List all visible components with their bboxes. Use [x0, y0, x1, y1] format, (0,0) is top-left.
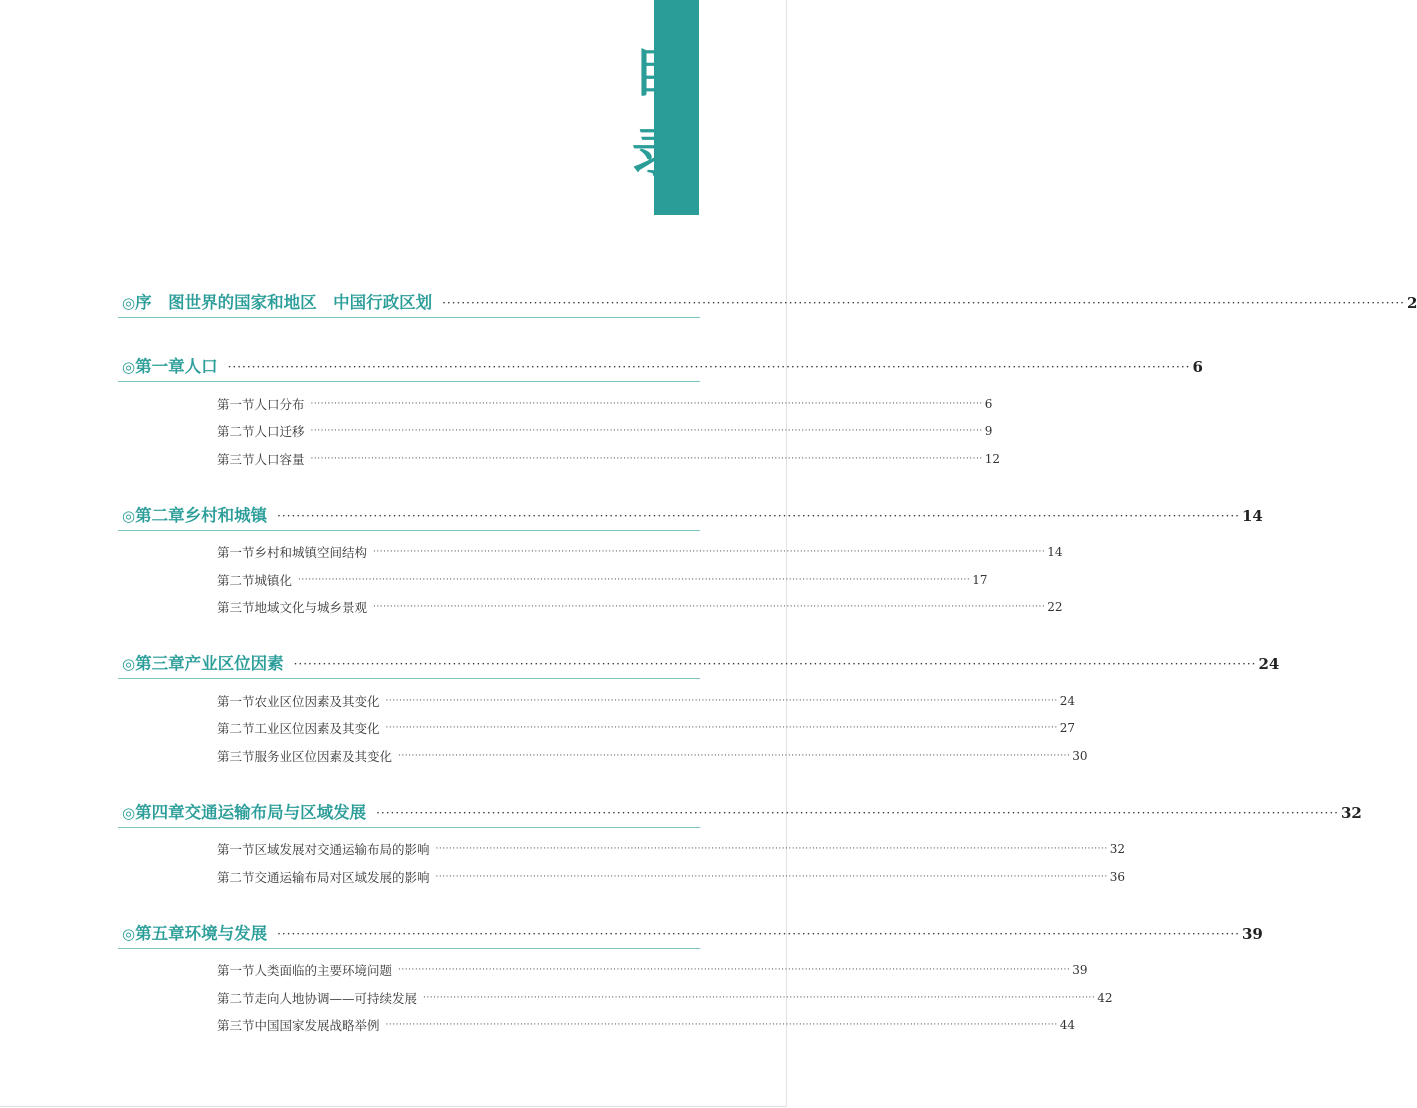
section-list [118, 531, 1063, 622]
section-list [118, 828, 1125, 891]
chapter-heading [118, 497, 1263, 531]
section-title: 人类面临的主要环境问题 [254, 963, 393, 979]
section-number: 第二节 [217, 869, 255, 885]
section-page-number: 6 [984, 396, 993, 411]
chapter-marker-icon: ◎ [122, 924, 136, 943]
dot-leader: ········································································································································································································ [298, 574, 971, 585]
chapter-number: 第三章 [135, 654, 185, 673]
section-title: 走向人地协调——可持续发展 [254, 990, 418, 1006]
dot-leader: ········································································································································································································ [398, 750, 1071, 761]
dot-leader: ········································································································································································································ [376, 805, 1339, 820]
section-page-number: 44 [1059, 1018, 1075, 1033]
section-row [217, 742, 1088, 770]
chapter-marker-icon: ◎ [122, 506, 136, 525]
section-row [217, 594, 1063, 622]
section-title: 区域发展对交通运输布局的影响 [254, 842, 430, 858]
section-number: 第二节 [217, 572, 255, 588]
section-page-number: 24 [1059, 693, 1075, 708]
dot-leader: ········································································································································································································ [310, 398, 983, 409]
section-list [118, 679, 1088, 770]
chapter-marker-icon: ◎ [122, 655, 136, 673]
section-page-number: 39 [1072, 963, 1088, 978]
toc-chapter [118, 915, 1263, 1040]
chapter-number: 第五章 [135, 923, 185, 943]
chapter-marker-icon: ◎ [122, 294, 136, 312]
section-row [217, 957, 1088, 985]
section-row [217, 390, 993, 418]
section-number: 第三节 [217, 1018, 255, 1034]
section-title: 交通运输布局对区域发展的影响 [254, 869, 430, 885]
chapter-number: 第四章 [135, 802, 185, 822]
section-row [217, 445, 1000, 473]
section-title: 工业区位因素及其变化 [254, 721, 380, 737]
dot-leader: ········································································································································································································ [385, 695, 1058, 706]
section-page-number: 14 [1047, 545, 1063, 560]
dot-leader: ········································································································································································································ [435, 871, 1108, 882]
section-page-number: 27 [1059, 721, 1075, 736]
chapter-page-number: 32 [1340, 803, 1362, 822]
toc-chapter [118, 645, 1280, 770]
dot-leader: ········································································································································································································ [310, 426, 983, 437]
dot-leader: ········································································································································································································ [423, 992, 1096, 1003]
section-title: 人口容量 [254, 451, 305, 467]
chapter-heading [118, 348, 1203, 382]
section-page-number: 12 [984, 451, 1000, 466]
chapter-marker-icon: ◎ [122, 358, 136, 376]
section-page-number: 9 [984, 424, 993, 439]
chapter-title: 乡村和城镇 [184, 505, 268, 525]
dot-leader: ········································································································································································································ [310, 453, 983, 464]
section-title: 城镇化 [254, 572, 293, 588]
chapter-number: 序 图 [135, 293, 185, 312]
toc-chapter [118, 284, 1417, 318]
section-row [217, 1012, 1075, 1040]
section-title: 人口分布 [254, 396, 305, 412]
dot-leader: ········································································································································································································ [277, 926, 1240, 941]
section-number: 第一节 [217, 396, 255, 412]
section-row [217, 539, 1063, 567]
section-row [217, 566, 988, 594]
section-page-number: 17 [972, 572, 988, 587]
chapter-page-number: 24 [1258, 655, 1280, 673]
section-title: 农业区位因素及其变化 [254, 693, 380, 709]
section-number: 第二节 [217, 990, 255, 1006]
section-page-number: 36 [1109, 869, 1125, 884]
dot-leader: ········································································································································································································ [293, 657, 1257, 671]
toc-chapter [118, 348, 1203, 473]
toc-chapter [118, 497, 1263, 622]
chapter-page-number: 14 [1241, 506, 1263, 525]
dot-leader: ········································································································································································································ [385, 1020, 1058, 1031]
section-page-number: 32 [1109, 842, 1125, 857]
section-list [118, 949, 1113, 1040]
dot-leader: ········································································································································································································ [398, 965, 1071, 976]
title-char-1: 目 [631, 44, 684, 104]
chapter-page-number: 39 [1241, 924, 1263, 943]
chapter-number: 第一章 [135, 357, 185, 376]
dot-leader: ········································································································································································································ [373, 547, 1046, 558]
section-number: 第一节 [217, 963, 255, 979]
section-title: 乡村和城镇空间结构 [254, 545, 368, 561]
section-number: 第三节 [217, 748, 255, 764]
chapter-number: 第二章 [135, 505, 185, 525]
chapter-title: 环境与发展 [184, 923, 268, 943]
section-row [217, 836, 1125, 864]
dot-leader: ········································································································································································································ [227, 360, 1191, 374]
title-char-2: 录 [631, 124, 684, 184]
section-number: 第一节 [217, 842, 255, 858]
section-page-number: 30 [1072, 748, 1088, 763]
chapter-heading [118, 915, 1263, 949]
dot-leader: ········································································································································································································ [442, 296, 1405, 310]
chapter-title: 人口 [184, 357, 218, 376]
chapter-heading [118, 645, 1280, 679]
section-row [217, 863, 1125, 891]
dot-leader: ········································································································································································································ [385, 723, 1058, 734]
section-page-number: 22 [1047, 600, 1063, 615]
chapter-heading [118, 794, 1362, 828]
section-title: 人口迁移 [254, 424, 305, 440]
section-number: 第二节 [217, 721, 255, 737]
table-of-contents [118, 284, 1417, 1039]
section-title: 服务业区位因素及其变化 [254, 748, 393, 764]
chapter-page-number: 6 [1192, 358, 1203, 376]
section-row [217, 418, 993, 446]
section-title: 地域文化与城乡景观 [254, 600, 368, 616]
chapter-heading [118, 284, 1417, 318]
section-row [217, 687, 1075, 715]
section-number: 第一节 [217, 693, 255, 709]
chapter-title: 产业区位因素 [184, 654, 284, 673]
section-row [217, 715, 1075, 743]
section-row [217, 984, 1113, 1012]
chapter-title: 交通运输布局与区域发展 [184, 802, 367, 822]
section-title: 中国国家发展战略举例 [254, 1018, 380, 1034]
chapter-page-number: 2 [1406, 294, 1417, 312]
section-number: 第一节 [217, 545, 255, 561]
dot-leader: ········································································································································································································ [435, 844, 1108, 855]
section-number: 第二节 [217, 424, 255, 440]
chapter-title: 世界的国家和地区 中国行政区划 [184, 293, 433, 312]
dot-leader: ········································································································································································································ [373, 602, 1046, 613]
toc-chapter [118, 794, 1362, 891]
chapter-marker-icon: ◎ [122, 803, 136, 822]
dot-leader: ········································································································································································································ [277, 508, 1240, 523]
section-list [118, 382, 1000, 473]
section-page-number: 42 [1097, 990, 1113, 1005]
section-number: 第三节 [217, 600, 255, 616]
section-number: 第三节 [217, 451, 255, 467]
